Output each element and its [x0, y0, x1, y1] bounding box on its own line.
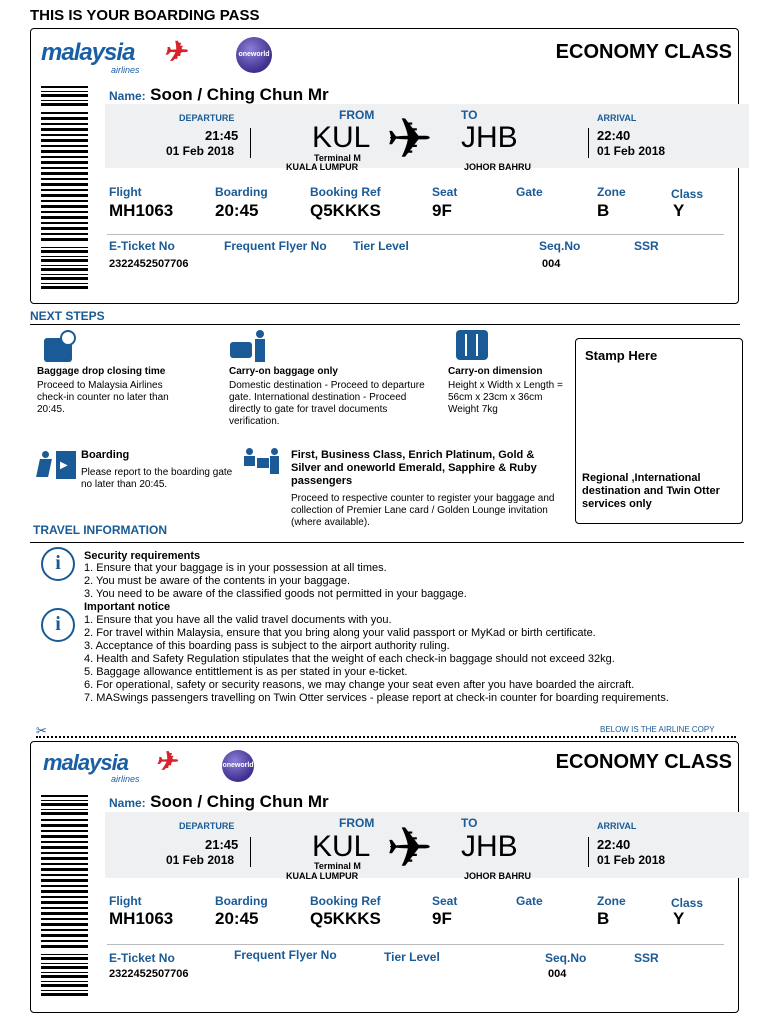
gate-label: Gate [516, 185, 543, 199]
eticket-label: E-Ticket No [109, 951, 175, 965]
security-item: 2. You must be aware of the contents in your baggage. [84, 575, 351, 587]
info-icon: i [41, 547, 75, 581]
booking-ref: Q5KKKS [310, 909, 381, 928]
to-label: TO [461, 816, 478, 830]
departure-date: 01 Feb 2018 [166, 853, 235, 867]
flight-label: Flight [109, 894, 142, 908]
page-title: THIS IS YOUR BOARDING PASS [30, 7, 260, 24]
eticket-number: 2322452507706 [109, 968, 189, 980]
flight-number: MH1063 [109, 909, 174, 928]
oneworld-logo: oneworld [222, 750, 254, 782]
notice-item: 7. MASwings passengers travelling on Twin Otter services - please report at check-in counter for boarding requirements. [84, 692, 669, 704]
departure-time: 21:45 [205, 837, 239, 852]
suitcase-icon [456, 330, 488, 360]
departure-label: DEPARTURE [179, 821, 235, 831]
notice-item: 1. Ensure that you have all the valid travel documents with you. [84, 614, 392, 626]
class-label: Class [671, 896, 704, 910]
arrival-time: 22:40 [597, 837, 631, 852]
destination-code: JHB [461, 830, 518, 863]
origin-code: KUL [312, 830, 371, 863]
from-label: FROM [339, 816, 375, 830]
from-label: FROM [339, 108, 375, 122]
stamp-title: Stamp Here [585, 348, 658, 363]
malaysia-airlines-logo [43, 746, 177, 784]
boarding-barcode [41, 818, 88, 948]
boarding-step-title: Boarding [81, 449, 130, 461]
eticket-number: 2322452507706 [109, 258, 189, 270]
boarding-gate-icon: ▶ [38, 451, 78, 479]
booking-label: Booking Ref [310, 185, 381, 199]
stamp-note: Regional ,International destination and Twin Otter services only [582, 472, 720, 510]
logo-wordmark: malaysia [41, 39, 135, 66]
bag-drop-text: Proceed to Malaysia Airlines check-in counter no later than 20:45. [37, 380, 169, 415]
arrival-label: ARRIVAL [597, 113, 637, 123]
passenger-name: Soon / Ching Chun Mr [150, 792, 329, 811]
seq-label: Seq.No [545, 951, 587, 965]
tier-label: Tier Level [384, 950, 440, 964]
carry-on-title: Carry-on baggage only [229, 366, 338, 377]
barcode-top [41, 795, 88, 815]
gate-label: Gate [516, 894, 543, 908]
baggage-clock-icon [44, 330, 78, 362]
barcode-bottom [41, 952, 88, 996]
arrival-date: 01 Feb 2018 [597, 144, 666, 158]
notice-title: Important notice [84, 601, 171, 613]
name-label: Name: [109, 89, 146, 103]
stamp-box [575, 338, 743, 524]
class-label: Class [671, 187, 704, 201]
boarding-time: 20:45 [215, 909, 259, 928]
ssr-label: SSR [634, 951, 659, 965]
flight-label: Flight [109, 185, 142, 199]
carry-on-icon [230, 330, 270, 362]
premium-text: Proceed to respective counter to register your baggage and collection of Premier Lane card / Golden Lounge invitation (where available). [291, 493, 555, 528]
premium-counter-icon [244, 448, 284, 476]
seat-number: 9F [432, 201, 452, 220]
departure-label: DEPARTURE [179, 113, 235, 123]
dimension-title: Carry-on dimension [448, 366, 543, 377]
name-label: Name: [109, 796, 146, 810]
seat-label: Seat [432, 185, 458, 199]
class-value: Y [673, 201, 685, 220]
security-list [84, 562, 467, 601]
boarding-pass-passenger [30, 28, 739, 304]
logo-sub: airlines [111, 774, 140, 784]
separator [107, 234, 724, 235]
origin-city: KUALA LUMPUR [286, 162, 359, 172]
boarding-barcode [41, 111, 88, 241]
zone-value: B [597, 909, 610, 928]
passenger-name-row [109, 85, 329, 105]
kite-icon: ✈ [163, 36, 187, 67]
flight-number: MH1063 [109, 201, 174, 220]
bag-drop-title: Baggage drop closing time [37, 366, 166, 377]
seat-label: Seat [432, 894, 458, 908]
arrival-time: 22:40 [597, 128, 631, 143]
cut-line [36, 736, 736, 738]
destination-city: JOHOR BAHRU [464, 162, 532, 172]
origin-city: KUALA LUMPUR [286, 871, 359, 881]
travel-info-rule [30, 542, 744, 543]
barcode-bottom [41, 245, 88, 289]
premium-title: First, Business Class, Enrich Platinum, Gold & Silver and oneworld Emerald, Sapphire & Ruby passengers [291, 449, 537, 487]
seq-number: 004 [542, 258, 561, 270]
oneworld-logo: oneworld [236, 37, 272, 73]
frequent-flyer-label: Frequent Flyer No [224, 239, 327, 253]
eticket-label: E-Ticket No [109, 239, 175, 253]
notice-item: 3. Acceptance of this boarding pass is subject to the airport authority ruling. [84, 640, 450, 652]
airplane-icon: ✈ [386, 816, 433, 879]
airplane-icon: ✈ [386, 107, 433, 170]
notice-item: 4. Health and Safety Regulation stipulates that the weight of each check-in baggage should not exceed 32kg. [84, 653, 615, 665]
arrival-divider [588, 837, 589, 867]
boarding-label: Boarding [215, 894, 268, 908]
notice-item: 2. For travel within Malaysia, ensure that you bring along your valid passport or MyKad or birth certificate. [84, 627, 596, 639]
scissors-icon: ✂ [36, 723, 47, 738]
class-value: Y [673, 909, 685, 928]
departure-divider [250, 128, 251, 158]
logo-wordmark: malaysia [43, 750, 128, 775]
boarding-pass-airline-copy [30, 741, 739, 1013]
departure-divider [250, 837, 251, 867]
barcode-top [41, 86, 88, 106]
next-steps-rule [30, 324, 740, 325]
frequent-flyer-label: Frequent Flyer No [234, 948, 337, 962]
kite-icon: ✈ [155, 746, 177, 776]
to-label: TO [461, 108, 478, 122]
origin-terminal: Terminal M [314, 153, 361, 163]
malaysia-airlines-logo [41, 36, 187, 75]
travel-info-title: TRAVEL INFORMATION [33, 523, 167, 537]
arrival-date: 01 Feb 2018 [597, 853, 666, 867]
passenger-name: Soon / Ching Chun Mr [150, 85, 329, 104]
zone-value: B [597, 201, 610, 220]
booking-ref: Q5KKKS [310, 201, 381, 220]
logo-sub: airlines [111, 65, 140, 75]
notice-item: 6. For operational, safety or security reasons, we may change your seat even after you have boarded the aircraft. [84, 679, 635, 691]
passenger-name-row [109, 792, 329, 812]
notice-item: 5. Baggage allowance entittlement is as per stated in your e-ticket. [84, 666, 408, 678]
origin-code: KUL [312, 121, 371, 154]
seq-label: Seq.No [539, 239, 581, 253]
cabin-class: ECONOMY CLASS [555, 751, 732, 773]
destination-city: JOHOR BAHRU [464, 871, 532, 881]
boarding-label: Boarding [215, 185, 268, 199]
carry-on-text: Domestic destination - Proceed to departure gate. International destination - Proceed directly to gate for travel documents verification. [229, 380, 425, 427]
cabin-class: ECONOMY CLASS [555, 41, 732, 63]
security-item: 3. You need to be aware of the classified goods not permitted in your baggage. [84, 588, 467, 600]
seat-number: 9F [432, 909, 452, 928]
destination-code: JHB [461, 121, 518, 154]
next-steps-title: NEXT STEPS [30, 309, 105, 323]
security-item: 1. Ensure that your baggage is in your possession at all times. [84, 562, 387, 574]
airline-copy-note: BELOW IS THE AIRLINE COPY [600, 725, 715, 734]
departure-date: 01 Feb 2018 [166, 144, 235, 158]
boarding-step-text: Please report to the boarding gate no later than 20:45. [81, 467, 233, 490]
seq-number: 004 [548, 968, 567, 980]
zone-label: Zone [597, 185, 626, 199]
arrival-label: ARRIVAL [597, 821, 637, 831]
info-icon: i [41, 608, 75, 642]
boarding-time: 20:45 [215, 201, 259, 220]
ssr-label: SSR [634, 239, 659, 253]
zone-label: Zone [597, 894, 626, 908]
notice-list [84, 614, 669, 705]
separator [107, 944, 724, 945]
departure-time: 21:45 [205, 128, 239, 143]
tier-label: Tier Level [353, 239, 409, 253]
booking-label: Booking Ref [310, 894, 381, 908]
security-title: Security requirements [84, 550, 201, 562]
origin-terminal: Terminal M [314, 861, 361, 871]
arrival-divider [588, 128, 589, 158]
dimension-text: Height x Width x Length = 56cm x 23cm x 36cm Weight 7kg [448, 380, 563, 415]
